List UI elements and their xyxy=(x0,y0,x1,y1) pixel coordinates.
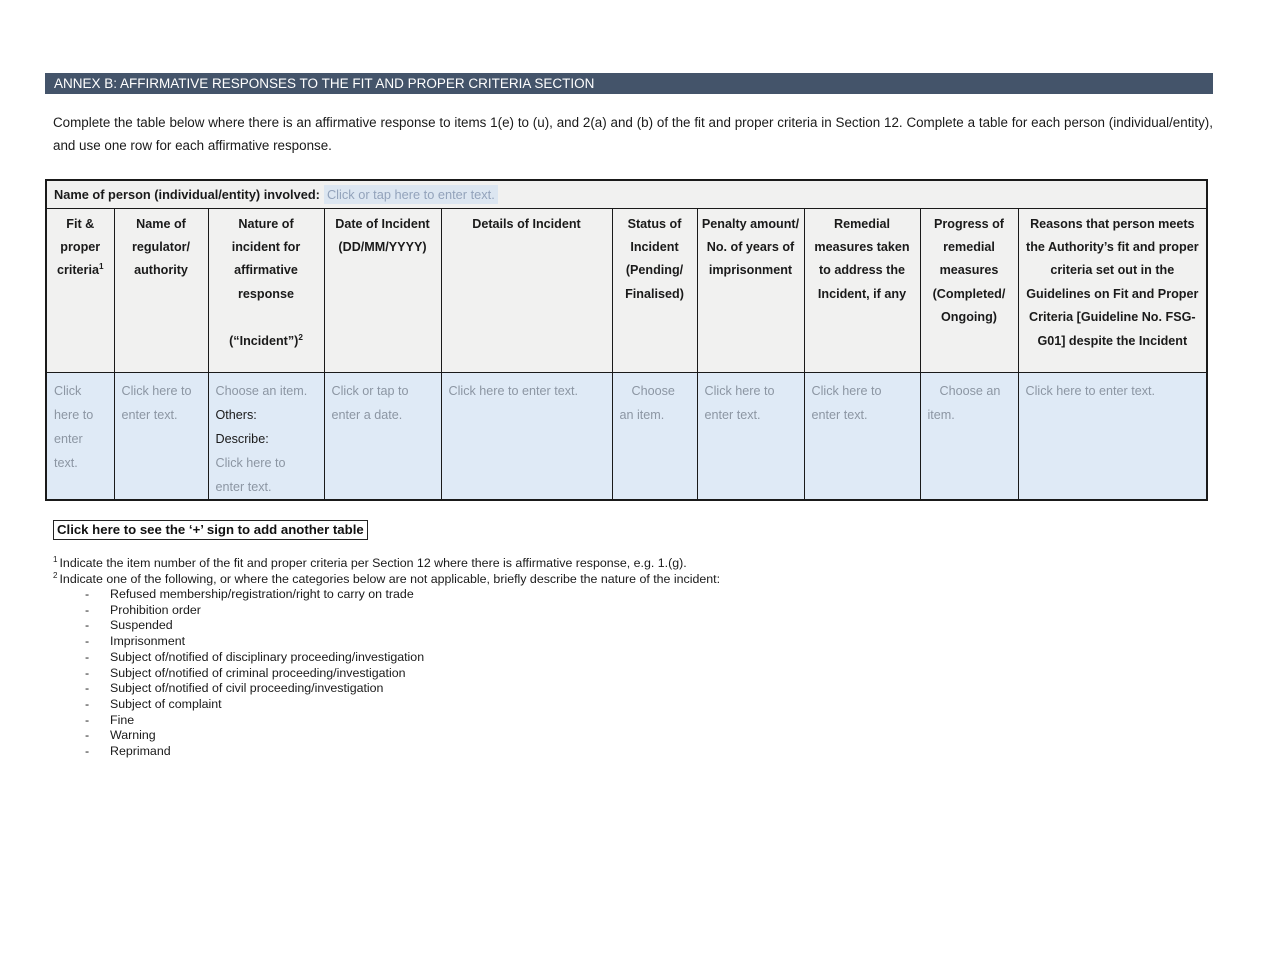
cell-date-picker[interactable]: Click or tap to enter a date. xyxy=(324,372,441,500)
header-nature-of-incident: Nature of incident for affirmative response (“Incident”)$^2$ xyxy=(208,208,324,372)
incident-category-item: - Prohibition order xyxy=(85,602,201,617)
footnote-2: $^2$ Indicate one of the following, or where the categories below are not applicable, briefly describe the nature of the incident: xyxy=(53,570,721,586)
dash-marker: - xyxy=(85,665,90,680)
cell-reasons-input[interactable]: Click here to enter text. xyxy=(1018,372,1207,500)
footnote-1-marker: 1 xyxy=(53,554,58,564)
cell-details-input[interactable]: Click here to enter text. xyxy=(441,372,612,500)
dash-marker: - xyxy=(85,618,90,633)
nature-describe-input[interactable]: Click here to enter text. xyxy=(215,455,286,494)
cell-nature-of-incident xyxy=(208,372,324,500)
dash-marker: - xyxy=(85,744,90,759)
header-reasons-fit-proper: Reasons that person meets the Authority’s fit and proper criteria set out in the Guidelines on Fit and Proper Criteria [Guideline No. FSG-G01] despite the Incident xyxy=(1018,208,1207,372)
header-date-of-incident: Date of Incident (DD/MM/YYYY) xyxy=(324,208,441,372)
header-penalty-amount: Penalty amount/ No. of years of imprisonment xyxy=(697,208,804,372)
header-progress-remedial: Progress of remedial measures (Completed/ Ongoing) xyxy=(920,208,1018,372)
dash-marker: - xyxy=(85,696,90,711)
incident-category-item: - Fine xyxy=(85,712,135,727)
column-header-row xyxy=(46,208,1207,372)
nature-dropdown[interactable]: Choose an item. xyxy=(215,383,308,398)
dash-marker: - xyxy=(85,602,90,617)
footnote-ref-1: 1 xyxy=(98,262,104,272)
dash-marker: - xyxy=(85,728,90,743)
name-of-person-row xyxy=(46,180,1207,208)
cell-progress-dropdown[interactable]: Choose an item. xyxy=(920,372,1018,500)
dash-marker: - xyxy=(85,712,90,727)
entry-row xyxy=(46,372,1207,500)
header-status-of-incident: Status of Incident (Pending/ Finalised) xyxy=(612,208,697,372)
cell-status-dropdown[interactable]: Choose an item. xyxy=(612,372,697,500)
cell-penalty-input[interactable]: Click here to enter text. xyxy=(697,372,804,500)
intro-paragraph: Complete the table below where there is an affirmative response to items 1(e) to (u), and 2(a) and (b) of the fit and proper criteria in Section 12. Complete a table for each person (individual/entity), and use one row for each affirmative response. xyxy=(53,115,1213,153)
dash-marker: - xyxy=(85,587,90,601)
footnote-2-marker: 2 xyxy=(53,570,58,580)
name-of-person-input[interactable]: Click or tap here to enter text. xyxy=(324,185,498,204)
incident-category-item: - Reprimand xyxy=(85,744,171,759)
nature-describe-label: Describe: xyxy=(215,431,269,446)
header-regulator-authority: Name of regulator/ authority xyxy=(114,208,208,372)
annex-b-section-title: ANNEX B: AFFIRMATIVE RESPONSES TO THE FIT AND PROPER CRITERIA SECTION xyxy=(45,73,1213,94)
incident-category-item: - Suspended xyxy=(85,618,173,633)
incident-category-item: - Subject of/notified of criminal proceeding/investigation xyxy=(85,665,406,680)
cell-remedial-input[interactable]: Click here to enter text. xyxy=(804,372,920,500)
nature-others-label: Others: xyxy=(215,407,257,422)
incident-category-item: - Subject of complaint xyxy=(85,696,222,711)
footnotes-section xyxy=(53,555,1268,760)
header-fit-proper-criteria: Fit & proper criteria$^1$ xyxy=(46,208,114,372)
dash-marker: - xyxy=(85,681,90,696)
add-another-table-button[interactable]: Click here to see the ‘+’ sign to add another table xyxy=(53,520,368,540)
header-details-of-incident: Details of Incident xyxy=(441,208,612,372)
footnote-1: $^1$ Indicate the item number of the fit and proper criteria per Section 12 where there is affirmative response, e.g. 1.(g). xyxy=(53,554,687,570)
footnote-ref-2: 2 xyxy=(298,332,303,342)
incident-category-item: - Refused membership/registration/right to carry on trade xyxy=(85,587,414,601)
incident-category-item: - Warning xyxy=(85,728,156,743)
incident-category-item: - Subject of/notified of disciplinary proceeding/investigation xyxy=(85,649,425,664)
cell-regulator-input[interactable]: Click here to enter text. xyxy=(114,372,208,500)
incident-category-item: - Subject of/notified of civil proceeding/investigation xyxy=(85,681,384,696)
dash-marker: - xyxy=(85,649,90,664)
incident-category-item: - Imprisonment xyxy=(85,634,186,649)
name-of-person-colon: : xyxy=(315,186,320,202)
fit-proper-table xyxy=(45,179,1208,501)
header-remedial-measures: Remedial measures taken to address the Incident, if any xyxy=(804,208,920,372)
cell-fit-proper-input[interactable]: Click here to enter text. xyxy=(46,372,114,500)
name-of-person-label: Name of person (individual/entity) involved xyxy=(54,186,316,202)
dash-marker: - xyxy=(85,634,90,649)
